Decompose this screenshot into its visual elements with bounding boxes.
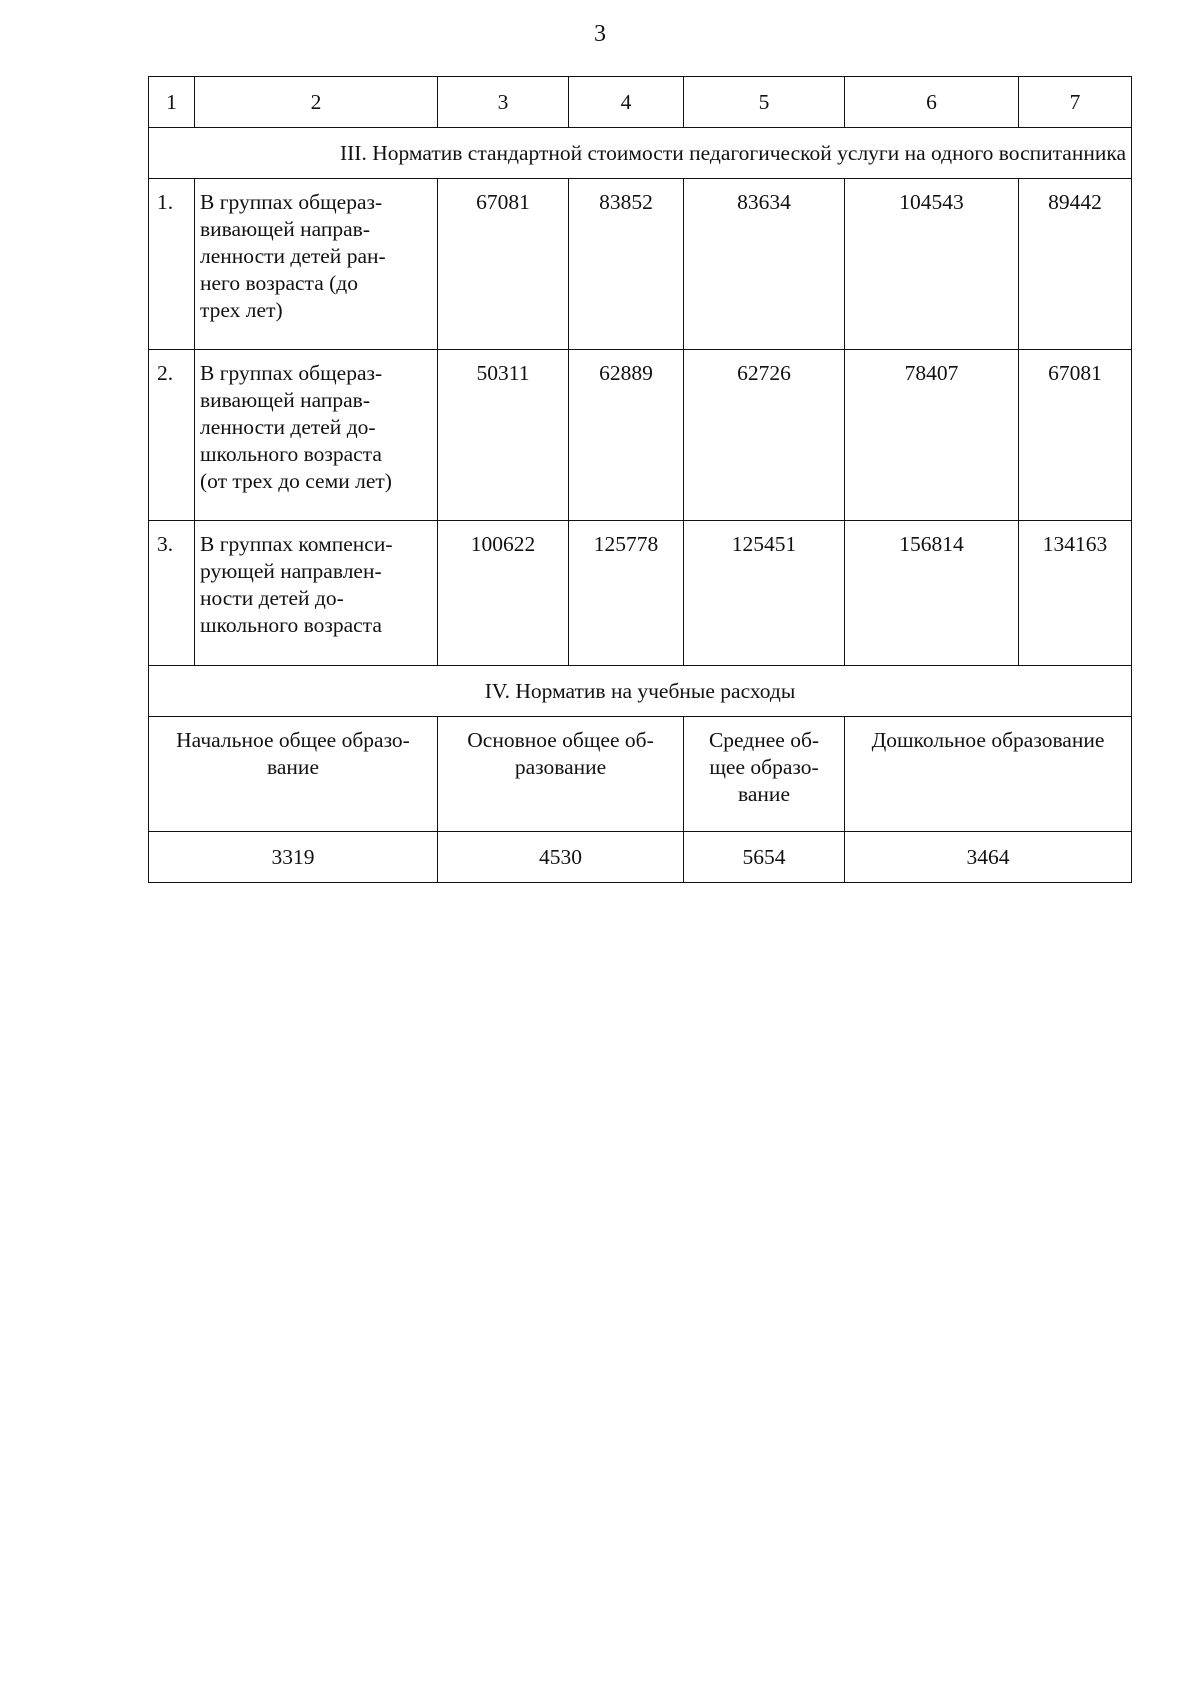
header-line: Дошкольное образование — [871, 728, 1105, 752]
value-cell: 100622 — [438, 521, 569, 666]
education-level-header — [438, 717, 684, 832]
description-line: школьного возраста — [200, 442, 382, 466]
description-line: В группах компенси- — [200, 532, 393, 556]
education-level-header — [149, 717, 438, 832]
value-cell: 125451 — [684, 521, 845, 666]
value-cell: 3319 — [149, 832, 438, 883]
value-cell: 3464 — [845, 832, 1132, 883]
header-line: разование — [514, 755, 607, 779]
header-line: вание — [267, 755, 319, 779]
header-line: вание — [738, 782, 790, 806]
value-cell: 83634 — [684, 179, 845, 350]
row-number: 1. — [149, 179, 195, 350]
row-description — [195, 179, 438, 350]
column-number: 4 — [569, 77, 684, 128]
value-cell: 125778 — [569, 521, 684, 666]
description-line: рующей направлен- — [200, 559, 382, 583]
value-cell: 67081 — [438, 179, 569, 350]
row-number: 2. — [149, 350, 195, 521]
description-line: (от трех до семи лет) — [200, 469, 392, 493]
column-number-row — [149, 77, 1132, 128]
education-level-header — [684, 717, 845, 832]
description-line: ленности детей ран- — [200, 244, 386, 268]
education-level-header-row — [149, 717, 1132, 832]
column-number: 5 — [684, 77, 845, 128]
section-3-title-row — [149, 128, 1132, 179]
value-cell: 78407 — [845, 350, 1019, 521]
normative-table — [148, 76, 1132, 883]
value-cell: 67081 — [1019, 350, 1132, 521]
description-line: трех лет) — [200, 298, 283, 322]
row-number: 3. — [149, 521, 195, 666]
header-line: щее образо- — [709, 755, 819, 779]
section-4-title: IV. Норматив на учебные расходы — [149, 666, 1132, 717]
value-cell: 89442 — [1019, 179, 1132, 350]
row-description — [195, 521, 438, 666]
value-cell: 5654 — [684, 832, 845, 883]
value-cell: 134163 — [1019, 521, 1132, 666]
value-cell: 62889 — [569, 350, 684, 521]
value-cell: 62726 — [684, 350, 845, 521]
column-number: 2 — [195, 77, 438, 128]
column-number: 7 — [1019, 77, 1132, 128]
description-line: вивающей направ- — [200, 217, 370, 241]
value-cell: 50311 — [438, 350, 569, 521]
table-row — [149, 179, 1132, 350]
section-3-title: III. Норматив стандартной стоимости педагогической услуги на одного воспитанника — [149, 128, 1132, 179]
header-line: Начальное общее образо- — [176, 728, 410, 752]
description-line: него возраста (до — [200, 271, 358, 295]
description-line: В группах общераз- — [200, 190, 383, 214]
education-level-values-row — [149, 832, 1132, 883]
value-cell: 4530 — [438, 832, 684, 883]
page-number: 3 — [594, 21, 606, 47]
section-4-title-row — [149, 666, 1132, 717]
value-cell: 104543 — [845, 179, 1019, 350]
description-line: ленности детей до- — [200, 415, 376, 439]
value-cell: 83852 — [569, 179, 684, 350]
value-cell: 156814 — [845, 521, 1019, 666]
table-row — [149, 521, 1132, 666]
description-line: ности детей до- — [200, 586, 344, 610]
column-number: 1 — [149, 77, 195, 128]
description-line: В группах общераз- — [200, 361, 383, 385]
column-number: 3 — [438, 77, 569, 128]
description-line: вивающей направ- — [200, 388, 370, 412]
header-line: Среднее об- — [708, 728, 820, 752]
description-line: школьного возраста — [200, 613, 382, 637]
education-level-header — [845, 717, 1132, 832]
header-line: Основное общее об- — [467, 728, 654, 752]
row-description — [195, 350, 438, 521]
table-row — [149, 350, 1132, 521]
column-number: 6 — [845, 77, 1019, 128]
